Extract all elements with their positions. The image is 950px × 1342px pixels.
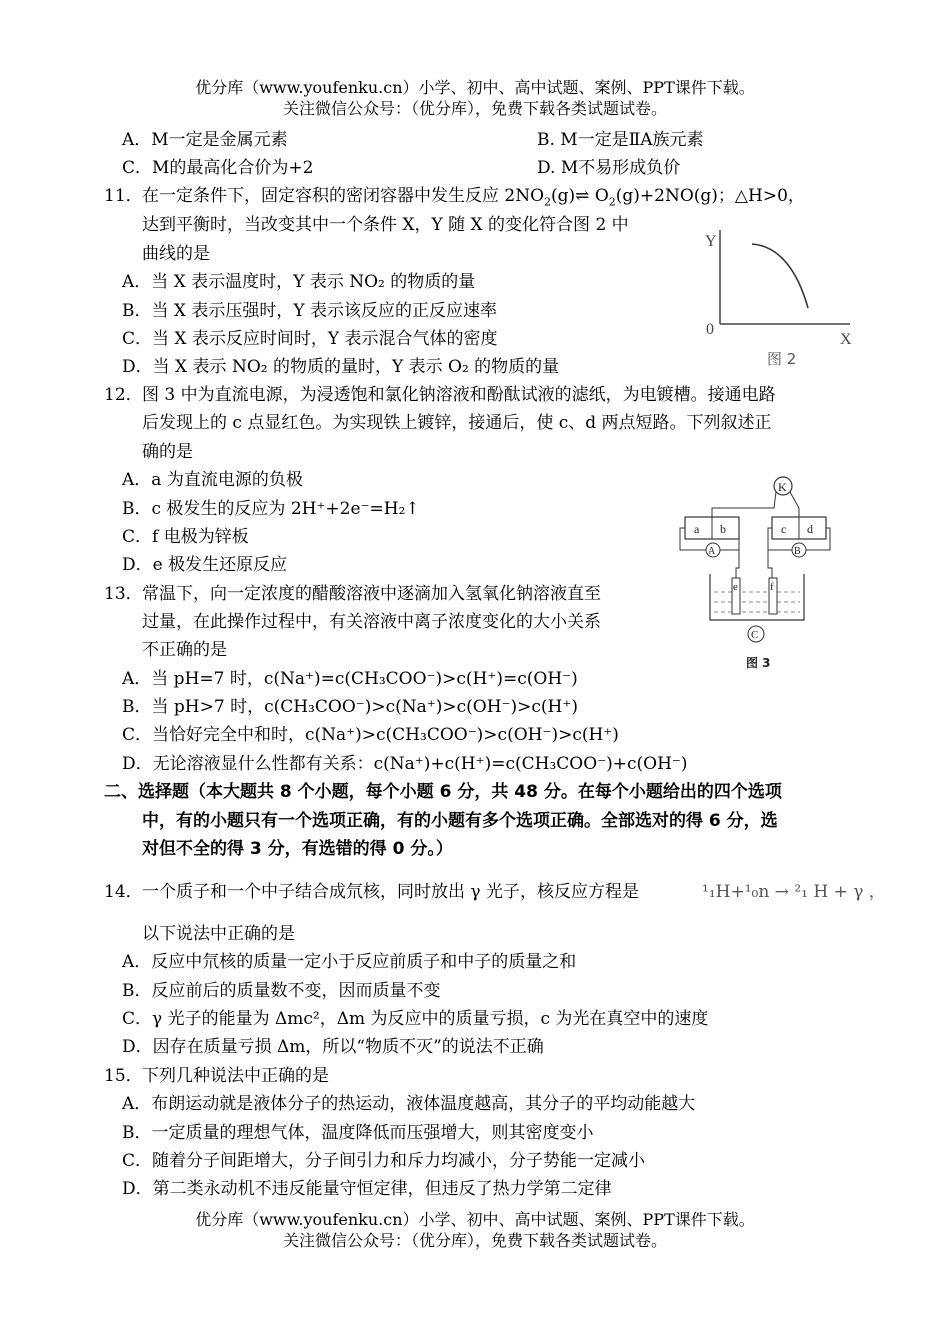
q13-option-b: B．当 pH>7 时，c(CH₃COO⁻)>c(Na⁺)>c(OH⁻)>c(H⁺): [122, 697, 578, 717]
fig3-label-meter-a: A: [708, 546, 716, 557]
q15-option-b: B．一定质量的理想气体，温度降低而压强增大，则其密度变小: [122, 1123, 594, 1143]
header-line-2: 关注微信公众号：（优分库），免费下载各类试题试卷。: [282, 99, 667, 118]
fig3-label-tank-c: C: [751, 629, 759, 641]
q13-option-a: A．当 pH=7 时，c(Na⁺)=c(CH₃COO⁻)>c(H⁺)=c(OH⁻): [122, 669, 578, 689]
q12-stem-line-1: 图 3 中为直流电源，为浸透饱和氯化钠溶液和酚酞试液的滤纸，为电镀槽。接通电路: [142, 385, 776, 405]
fig2-origin-label: 0: [706, 321, 714, 338]
fig2-x-label: X: [840, 331, 852, 348]
q14-option-a: A．反应中氘核的质量一定小于反应前质子和中子的质量之和: [122, 952, 577, 972]
q12-stem-line-3: 确的是: [142, 442, 193, 462]
q11-option-b: B．当 X 表示压强时，Y 表示该反应的正反应速率: [122, 301, 498, 321]
fig3-label-c: c: [781, 522, 787, 536]
q13-stem-line-1: 常温下，向一定浓度的醋酸溶液中逐滴加入氢氧化钠溶液直至: [142, 584, 601, 604]
section-2-heading-line-2: 中，有的小题只有一个选项正确，有的小题有多个选项正确。全部选对的得 6 分，选: [142, 811, 778, 831]
fig2-caption: 图 2: [767, 350, 797, 368]
q13-stem-line-3: 不正确的是: [142, 640, 227, 660]
q12-option-a: A．a 为直流电源的负极: [122, 470, 303, 490]
q14-equation: ¹₁H+¹₀n → ²₁ H + γ ，: [702, 882, 886, 902]
q14-number: 14．: [104, 882, 143, 902]
footer-line-1: 优分库（www.youfenku.cn）小学、初中、高中试题、案例、PPT课件下载。: [195, 1210, 755, 1229]
q12-number: 12．: [104, 385, 143, 405]
q11-option-c: C．当 X 表示反应时间时，Y 表示混合气体的密度: [122, 329, 498, 349]
fig2-curve: [752, 244, 808, 308]
q11-option-a: A．当 X 表示温度时，Y 表示 NO₂ 的物质的量: [122, 272, 476, 292]
q13-number: 13．: [104, 584, 143, 604]
figure-3: [676, 470, 836, 675]
q11-stem-line-1: 在一定条件下，固定容积的密闭容器中发生反应 $2NO_2(g)\rightleftharpoons$ $O_2(g)+2NO(g)$；△H>0，: [142, 186, 805, 209]
q14-stem-line-1: 一个质子和一个中子结合成氘核，同时放出 γ 光子，核反应方程是: [142, 882, 639, 902]
q14-option-c: C．γ 光子的能量为 Δmc²，Δm 为反应中的质量亏损，c 为光在真空中的速度: [122, 1009, 709, 1029]
fig3-caption: 图 3: [746, 656, 771, 670]
fig3-label-e: e: [733, 581, 738, 593]
q12-stem-line-2: 后发现上的 c 点显红色。为实现铁上镀锌，接通后，使 c、d 两点短路。下列叙述正: [142, 413, 772, 433]
fig3-label-meter-b: B: [794, 546, 801, 557]
q11-number: 11．: [104, 186, 143, 206]
q10-option-c: C．M的最高化合价为+2: [122, 158, 314, 178]
q14-option-b: B．反应前后的质量数不变，因而质量不变: [122, 981, 441, 1001]
q14-stem-line-2: 以下说法中正确的是: [142, 924, 295, 944]
fig3-label-d: d: [807, 522, 813, 536]
q15-option-c: C．随着分子间距增大，分子间引力和斥力均减小，分子势能一定减小: [122, 1151, 646, 1171]
q11-option-d: D．当 X 表示 NO₂ 的物质的量时，Y 表示 O₂ 的物质的量: [122, 357, 560, 377]
footer-line-2: 关注微信公众号：（优分库），免费下载各类试题试卷。: [282, 1231, 667, 1250]
fig3-label-b: b: [720, 522, 726, 536]
fig3-label-a: a: [694, 522, 700, 536]
section-2-heading-line-3: 对但不全的得 3 分，有选错的得 0 分。）: [142, 839, 453, 859]
figure-2: [700, 222, 860, 372]
q12-option-c: C．f 电极为锌板: [122, 527, 249, 547]
q12-option-d: D．e 极发生还原反应: [122, 555, 288, 575]
q10-option-a: A．M一定是金属元素: [122, 130, 288, 150]
q15-option-a: A．布朗运动就是液体分子的热运动，液体温度越高，其分子的平均动能越大: [122, 1094, 696, 1114]
fig3-tank: [710, 574, 804, 620]
fig3-label-k: K: [778, 480, 787, 494]
q15-number: 15．: [104, 1066, 143, 1086]
q10-option-d: D. M不易形成负价: [537, 158, 681, 178]
q12-option-b: B．c 极发生的反应为 2H⁺+2e⁻=H₂↑: [122, 499, 420, 519]
q15-stem: 下列几种说法中正确的是: [142, 1066, 329, 1086]
q13-stem-line-2: 过量，在此操作过程中，有关溶液中离子浓度变化的大小关系: [142, 612, 601, 632]
q10-option-b: B. M一定是ⅡA族元素: [537, 130, 704, 150]
q15-option-d: D．第二类永动机不违反能量守恒定律，但违反了热力学第二定律: [122, 1179, 612, 1199]
q13-option-d: D．无论溶液显什么性都有关系：c(Na⁺)+c(H⁺)=c(CH₃COO⁻)+c(OH⁻): [122, 754, 688, 774]
section-2-heading-line-1: 二、选择题（本大题共 8 个小题，每个小题 6 分，共 48 分。在每个小题给出的四个选项: [104, 782, 782, 802]
header-line-1: 优分库（www.youfenku.cn）小学、初中、高中试题、案例、PPT课件下载。: [195, 78, 755, 97]
q11-stem-line-2: 达到平衡时，当改变其中一个条件 X，Y 随 X 的变化符合图 2 中: [142, 215, 629, 235]
q14-option-d: D．因存在质量亏损 Δm，所以“物质不灭”的说法不正确: [122, 1037, 544, 1057]
q11-stem-line-3: 曲线的是: [142, 244, 210, 264]
q13-option-c: C．当恰好完全中和时，c(Na⁺)>c(CH₃COO⁻)>c(OH⁻)>c(H⁺): [122, 725, 619, 745]
fig3-label-f: f: [770, 581, 774, 593]
fig2-y-label: Y: [705, 233, 717, 250]
